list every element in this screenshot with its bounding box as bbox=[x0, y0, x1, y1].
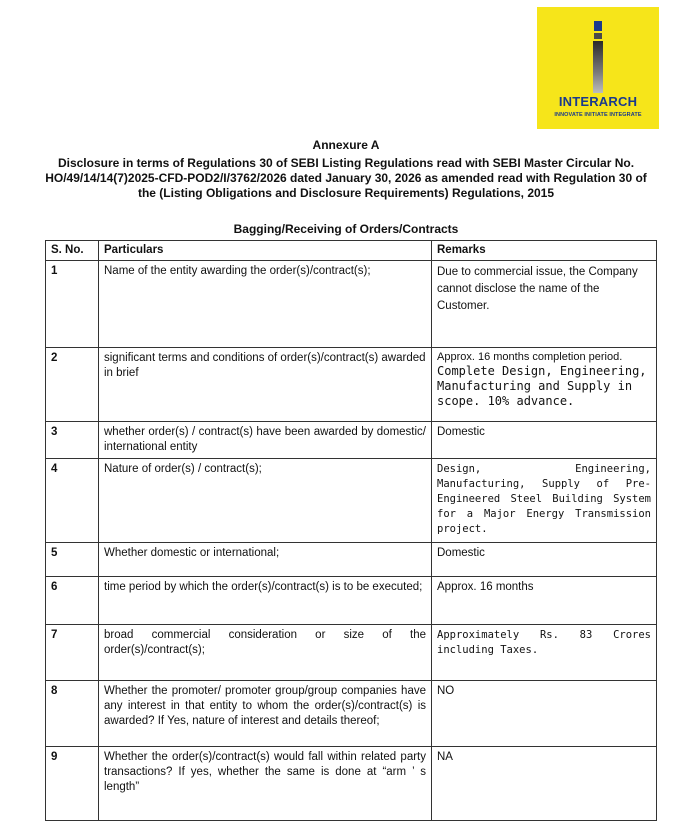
row-sno: 4 bbox=[46, 459, 99, 543]
row-remarks bbox=[432, 348, 657, 422]
orders-table bbox=[45, 240, 657, 821]
row-particulars: broad commercial consideration or size of the order(s)/contract(s); bbox=[99, 625, 432, 681]
logo-bar-top bbox=[594, 21, 602, 31]
header-remarks: Remarks bbox=[432, 241, 657, 261]
table-row bbox=[46, 543, 657, 577]
logo-pillar bbox=[593, 41, 603, 93]
row-sno: 7 bbox=[46, 625, 99, 681]
row-sno: 1 bbox=[46, 261, 99, 348]
row-sno: 3 bbox=[46, 422, 99, 459]
row-remarks: NO bbox=[432, 681, 657, 747]
row-sno: 5 bbox=[46, 543, 99, 577]
header-sno: S. No. bbox=[46, 241, 99, 261]
table-title: Bagging/Receiving of Orders/Contracts bbox=[233, 222, 459, 236]
row-particulars: whether order(s) / contract(s) have been awarded by domestic/ international entity bbox=[99, 422, 432, 459]
row-remarks: Design, Engineering, Manufacturing, Supply of Pre-Engineered Steel Building System for a Major Energy Transmission project. bbox=[432, 459, 657, 543]
table-row bbox=[46, 422, 657, 459]
table-row bbox=[46, 747, 657, 821]
row-remarks: Domestic bbox=[432, 543, 657, 577]
table-header-row bbox=[46, 241, 657, 261]
row-sno: 8 bbox=[46, 681, 99, 747]
row-remarks: Approx. 16 months bbox=[432, 577, 657, 625]
row-particulars: Whether the order(s)/contract(s) would fall within related party transactions? If yes, whether the same is done at “arm ’ s length” bbox=[99, 747, 432, 821]
row-sno: 9 bbox=[46, 747, 99, 821]
row-remarks: Approximately Rs. 83 Crores including Taxes. bbox=[432, 625, 657, 681]
row-particulars: significant terms and conditions of order(s)/contract(s) awarded in brief bbox=[99, 348, 432, 422]
logo-bar-mid bbox=[594, 33, 602, 39]
table-row bbox=[46, 261, 657, 348]
row-remarks: Domestic bbox=[432, 422, 657, 459]
table-row bbox=[46, 625, 657, 681]
row-particulars: Whether domestic or international; bbox=[99, 543, 432, 577]
row-particulars: Whether the promoter/ promoter group/group companies have any interest in that entity to whom the order(s)/contract(s) is awarded? If Yes, nature of interest and details thereof; bbox=[99, 681, 432, 747]
row-sno: 6 bbox=[46, 577, 99, 625]
disclosure-title: Disclosure in terms of Regulations 30 of SEBI Listing Regulations read with SEBI Master Circular No. HO/49/14/14(7)2025-CFD-POD2/I/3762/2026 dated January 30, 2026 as amended read with Regulation 30 of the (Listing Obligations and Disclosure Requirements) Regulations, 2015 bbox=[45, 156, 647, 200]
row-particulars: time period by which the order(s)/contract(s) is to be executed; bbox=[99, 577, 432, 625]
row-particulars: Nature of order(s) / contract(s); bbox=[99, 459, 432, 543]
row-remarks: NA bbox=[432, 747, 657, 821]
row-remarks: Due to commercial issue, the Company cannot disclose the name of the Customer. bbox=[432, 261, 657, 348]
table-row bbox=[46, 459, 657, 543]
header-particulars: Particulars bbox=[99, 241, 432, 261]
annexure-title: Annexure A bbox=[312, 138, 380, 152]
remarks-completion-period: Approx. 16 months completion period. bbox=[437, 351, 623, 363]
interarch-logo bbox=[537, 7, 659, 129]
table-row bbox=[46, 577, 657, 625]
logo-tagline: INNOVATE INITIATE INTEGRATE bbox=[554, 112, 642, 118]
table-row bbox=[46, 681, 657, 747]
row-particulars: Name of the entity awarding the order(s)/contract(s); bbox=[99, 261, 432, 348]
table-row bbox=[46, 348, 657, 422]
remarks-scope: Complete Design, Engineering, Manufacturing and Supply in scope. 10% advance. bbox=[437, 364, 647, 408]
logo-wordmark: INTERARCH bbox=[558, 94, 638, 109]
row-sno: 2 bbox=[46, 348, 99, 422]
